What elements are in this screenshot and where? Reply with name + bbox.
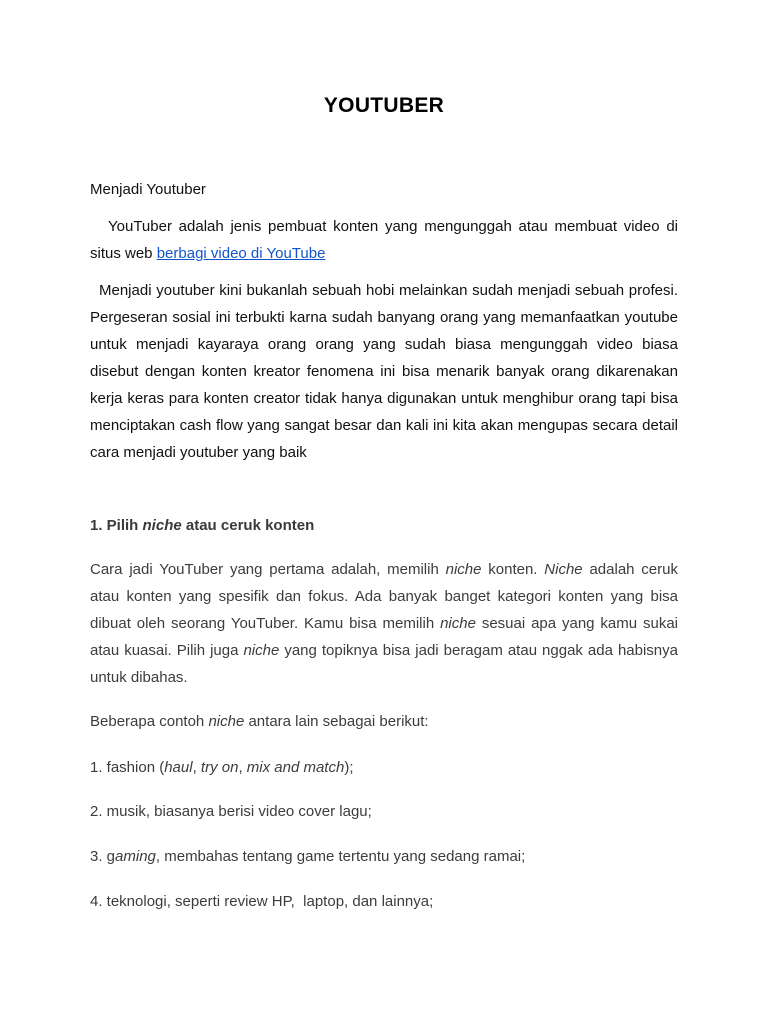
section-heading-suffix: atau ceruk konten [181, 517, 315, 534]
niche-italic-2: Niche [544, 561, 583, 578]
youtube-link[interactable]: berbagi video di YouTube [156, 245, 326, 262]
examples-italic: niche [208, 713, 245, 730]
niche-paragraph [90, 556, 678, 691]
item1-text-4: ); [344, 759, 354, 776]
niche-italic-1: niche [445, 561, 482, 578]
niche-italic-4: niche [243, 642, 280, 659]
examples-text-1: Beberapa contoh [90, 713, 209, 730]
list-item [90, 754, 678, 781]
section-heading-italic: niche [142, 517, 182, 534]
item4-text: 4. teknologi, seperti review HP, laptop, dan lainnya; [90, 893, 434, 910]
niche-text-1: Cara jadi YouTuber yang pertama adalah, memilih [90, 561, 446, 578]
niche-text-5: yang topiknya bisa jadi beragam atau nggak ada habisnya untuk dibahas. [90, 642, 678, 686]
intro-paragraph [90, 213, 678, 267]
item1-text-3: , [238, 759, 247, 776]
item3-text-2: , membahas tentang game tertentu yang sedang ramai; [155, 848, 526, 865]
item1-italic-3: mix and match [246, 759, 345, 776]
niche-text-2: konten. [481, 561, 545, 578]
document-title: YOUTUBER [323, 94, 445, 117]
item3-text-1: 3. g [90, 848, 116, 865]
list-item [90, 843, 678, 870]
item1-text-1: 1. fashion ( [90, 759, 165, 776]
section-heading-niche [90, 512, 678, 539]
item1-italic-2: try on [200, 759, 239, 776]
item1-italic-1: haul [164, 759, 193, 776]
document-subtitle: Menjadi Youtuber [90, 181, 206, 198]
paragraph-profesi: Menjadi youtuber kini bukanlah sebuah hobi melainkan sudah menjadi sebuah profesi. Pergeseran sosial ini terbukti karna sudah banyang orang yang memanfaatkan youtube untuk menjadi kayaraya orang orang yang sudah biasa mengunggah video biasa disebut dengan konten kreator fenomena ini bisa menarik banyak orang dikarenakan kerja keras para konten creator tidak hanya digunakan untuk menghibur orang tapi bisa menciptakan cash flow yang sangat besar dan kali ini kita akan mengupas secara detail cara menjadi youtuber yang baik [90, 282, 678, 461]
examples-intro [90, 708, 678, 735]
niche-italic-3: niche [440, 615, 476, 632]
section-heading-prefix: 1. Pilih [90, 517, 143, 534]
intro-text: YouTuber adalah jenis pembuat konten yang mengunggah atau membuat video di situs web [90, 218, 678, 262]
list-item [90, 798, 678, 825]
item2-text: 2. musik, biasanya berisi video cover lagu; [90, 803, 372, 820]
examples-text-2: antara lain sebagai berikut: [244, 713, 429, 730]
list-item [90, 888, 678, 915]
niche-text-3: adalah ceruk atau konten yang spesifik dan fokus. Ada banyak banget kategori konten yang bisa dibuat oleh seorang YouTuber. Kamu bisa memilih [90, 561, 678, 632]
niche-text-4: sesuai apa yang kamu sukai atau kuasai. Pilih juga [90, 615, 678, 659]
item1-text-2: , [192, 759, 201, 776]
item3-italic: aming [115, 848, 156, 865]
